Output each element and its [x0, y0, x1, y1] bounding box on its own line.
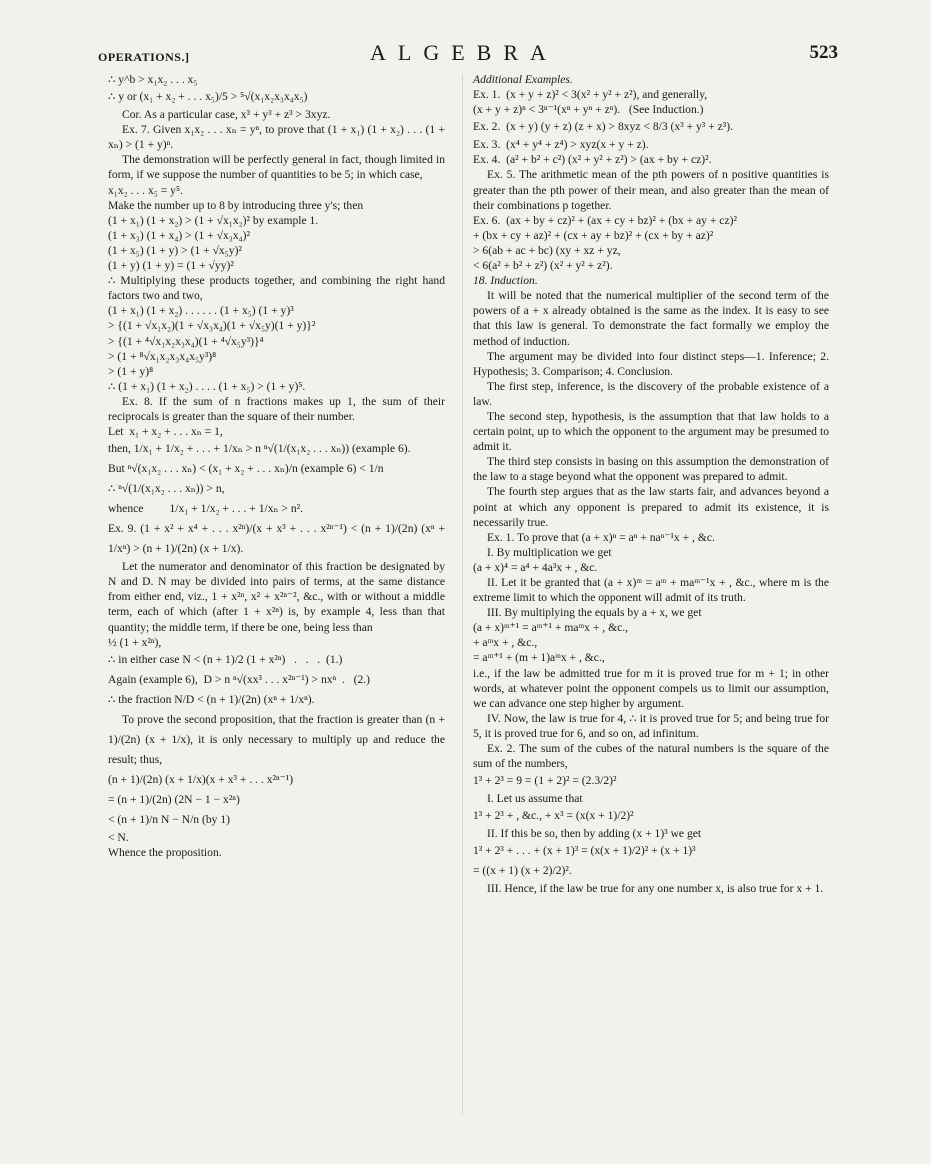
equation: ∴ the fraction N/D < (n + 1)/(2n) (xⁿ + 1/xⁿ). — [108, 692, 315, 706]
equation: ∴ ⁿ√(1/(x₁x₂ . . . xₙ)) > n, — [108, 482, 225, 496]
equation: > (1 + ⁸√x₁x₂x₃x₄x₅y³)⁸ — [108, 349, 217, 363]
equation: whence 1/x₁ + 1/x₂ + . . . + 1/xₙ > n². — [108, 502, 304, 516]
equation: (n + 1)/(2n) (x + 1/x)(x + x³ + . . . x²ⁿ⁻¹) — [108, 772, 294, 786]
equation: > 6(ab + ac + bc) (xy + xz + yz, — [473, 243, 621, 257]
equation: < (n + 1)/n N − N/n (by 1) — [108, 812, 231, 826]
paragraph: IV. Now, the law is true for 4, ∴ it is proved true for 5; and being true for 5, it is proved true for 6, and so on, ad infinitum. — [473, 711, 829, 740]
equation: ∴ y or (x₁ + x₂ + . . . x₅)/5 > ⁵√(x₁x₂x₃x₄x₅) — [108, 90, 308, 104]
paragraph: II. Let it be granted that (a + x)ᵐ = aᵐ + maᵐ⁻¹x + , &c., where m is the extreme limit to which the opponent will admit of its truth. — [473, 576, 829, 605]
equation: But ⁿ√(x₁x₂ . . . xₙ) < (x₁ + x₂ + . . . xₙ)/n (example 6) < 1/n — [108, 462, 384, 476]
paragraph: Ex. 5. The arithmetic mean of the pth powers of n positive quantities is greater than the pth power of their mean, and also greater than the mean of their combinations p together. — [473, 168, 829, 212]
right-column — [473, 72, 829, 897]
paragraph: Ex. 7. Given x₁x₂ . . . xₙ = yⁿ, to prove that (1 + x₁) (1 + x₂) . . . (1 + xₙ) > (1 + y)ⁿ. — [108, 123, 445, 152]
equation: 1³ + 2³ = 9 = (1 + 2)² = (2.3/2)² — [473, 774, 617, 788]
page-header — [98, 40, 838, 70]
equation: (1 + x₅) (1 + y) > (1 + √x₅y)² — [108, 243, 242, 257]
paragraph: Ex. 8. If the sum of n fractions makes up 1, the sum of their reciprocals is greater than the square of their number. — [108, 394, 445, 423]
paragraph: To prove the second proposition, that the fraction is greater than (n + 1)/(2n) (x + 1/x), it is only necessary to multiply up and reduce the result; thus, — [108, 712, 445, 766]
paragraph: Ex. 1. To prove that (a + x)ⁿ = aⁿ + naⁿ⁻¹x + , &c. — [487, 530, 715, 544]
paragraph: II. If this be so, then by adding (x + 1)³ we get — [487, 827, 702, 841]
section-heading: 18. Induction. — [473, 274, 538, 288]
equation: Let x₁ + x₂ + . . . xₙ = 1, — [108, 425, 223, 439]
paragraph: ∴ Multiplying these products together, and combining the right hand factors two and two, — [108, 274, 445, 303]
equation: > (1 + y)⁸ — [108, 364, 154, 378]
equation: = ((x + 1) (x + 2)/2)². — [473, 864, 572, 878]
equation: Ex. 4. (a² + b² + c²) (x² + y² + z²) > (ax + by + cz)². — [473, 153, 712, 167]
paragraph: It will be noted that the numerical multiplier of the second term of the powers of a + x already obtained is the same as the index. It is easy to see that this law is general. To demonstrate the fact formally we employ the method of induction. — [473, 289, 829, 348]
equation: then, 1/x₁ + 1/x₂ + . . . + 1/xₙ > n ⁿ√(1/(x₁x₂ . . . xₙ)) (example 6). — [108, 442, 411, 456]
equation: = aᵐ⁺¹ + (m + 1)aᵐx + , &c., — [473, 651, 605, 665]
paragraph: Ex. 2. The sum of the cubes of the natural numbers is the square of the sum of the numbers, — [473, 742, 829, 771]
equation: Ex. 3. (x⁴ + y⁴ + z⁴) > xyz(x + y + z). — [473, 138, 649, 152]
equation: (a + x)ᵐ⁺¹ = aᵐ⁺¹ + maᵐx + , &c., — [473, 621, 629, 635]
paragraph: The second step, hypothesis, is the assumption that that law holds to a certain point, up to which the opponent to the argument may be presumed to admit it. — [473, 409, 829, 454]
paragraph: Make the number up to 8 by introducing three y's; then — [108, 198, 364, 212]
equation: Ex. 9. (1 + x² + x⁴ + . . . x²ⁿ)/(x + x³ + . . . x²ⁿ⁻¹) < (n + 1)/(2n) (xⁿ + 1/xⁿ) > (n + 1)/(2n) (x + 1/x). — [108, 522, 445, 556]
equation: x₁x₂ . . . x₅ = y⁵. — [108, 183, 183, 197]
page-number: 523 — [809, 42, 838, 63]
column-divider — [462, 74, 463, 1114]
equation: > {(1 + √x₁x₂)(1 + √x₃x₄)(1 + √x₅y)(1 + y)}² — [108, 319, 316, 333]
paragraph: III. Hence, if the law be true for any one number x, is also true for x + 1. — [487, 882, 824, 896]
equation: + aᵐx + , &c., — [473, 636, 538, 650]
equation: ½ (1 + x²ⁿ), — [108, 635, 162, 649]
equation: ∴ (1 + x₁) (1 + x₂) . . . . (1 + x₅) > (1 + y)⁵. — [108, 379, 306, 393]
equation: ∴ y^b > x₁x₂ . . . x₅ — [108, 73, 198, 86]
paragraph: The argument may be divided into four distinct steps—1. Inference; 2. Hypothesis; 3. Comparison; 4. Conclusion. — [473, 349, 829, 378]
paragraph: The third step consists in basing on this assumption the demonstration of the law to a stage beyond what the opponent was prepared to admit. — [473, 455, 829, 484]
equation: (1 + y) (1 + y) = (1 + √yy)² — [108, 259, 234, 273]
equation: (a + x)⁴ = a⁴ + 4a³x + , &c. — [473, 560, 598, 574]
paragraph: III. By multiplying the equals by a + x, we get — [487, 606, 702, 620]
running-head-title: ALGEBRA — [370, 40, 558, 65]
equation: (1 + x₃) (1 + x₄) > (1 + √x₃x₄)² — [108, 228, 250, 242]
subsection-heading: Additional Examples. — [473, 73, 573, 86]
equation: > {(1 + ⁴√x₁x₂x₃x₄)(1 + ⁴√x₅y³)}⁴ — [108, 334, 264, 348]
paragraph: Let the numerator and denominator of this fraction be designated by N and D. N may be divided into pairs of terms, at the same distance from either end, viz., 1 + x²ⁿ, x² + x²ⁿ⁻², &c., with or without a middle term, each of which (after 1 + x²ⁿ) is, by example 4, less than that quantity; the middle term, if there be one, being less than — [108, 560, 445, 634]
running-head-section: OPERATIONS.] — [98, 50, 190, 64]
left-column — [108, 72, 445, 860]
equation: Ex. 2. (x + y) (y + z) (z + x) > 8xyz < 8/3 (x³ + y³ + z³). — [473, 120, 733, 134]
paragraph: The first step, inference, is the discovery of the probable existence of a law. — [473, 379, 829, 408]
paragraph: I. Let us assume that — [487, 792, 583, 806]
equation: + (bx + cy + az)² + (cx + ay + bz)² + (cx + by + az)² — [473, 228, 714, 242]
equation: Ex. 1. (x + y + z)² < 3(x² + y² + z²), and generally, — [473, 88, 708, 102]
equation: < 6(a² + b² + z²) (x² + y² + z²). — [473, 259, 613, 273]
paragraph: i.e., if the law be admitted true for m it is proved true for m + 1; in other words, at whatever point the opponent compels us to limit our assumption, we can advance one step higher by argument. — [473, 666, 829, 710]
paragraph: The fourth step argues that as the law starts fair, and advances beyond a point at which any opponent is prepared to admit its existence, it is necessarily true. — [473, 485, 829, 529]
equation: 1³ + 2³ + . . . + (x + 1)³ = (x(x + 1)/2)² + (x + 1)³ — [473, 844, 696, 858]
equation: < N. — [108, 830, 129, 844]
paragraph: The demonstration will be perfectly general in fact, though limited in form, if we suppose the number of quantities to be 5; in which case, — [108, 153, 445, 182]
equation: ∴ in either case N < (n + 1)/2 (1 + x²ⁿ) . . . (1.) — [108, 652, 343, 666]
equation: (1 + x₁) (1 + x₂) . . . . . . (1 + x₅) (1 + y)³ — [108, 304, 294, 318]
equation: Ex. 6. (ax + by + cz)² + (ax + cy + bz)² + (bx + ay + cz)² — [473, 213, 737, 227]
paragraph: Cor. As a particular case, x³ + y³ + z³ > 3xyz. — [122, 108, 331, 122]
paragraph: I. By multiplication we get — [487, 545, 612, 559]
equation: (x + y + z)ⁿ < 3ⁿ⁻¹(xⁿ + yⁿ + zⁿ). (See Induction.) — [473, 103, 704, 117]
equation: 1³ + 2³ + , &c., + x³ = (x(x + 1)/2)² — [473, 809, 634, 823]
equation: (1 + x₁) (1 + x₂) > (1 + √x₁x₂)² by example 1. — [108, 213, 319, 227]
equation: = (n + 1)/(2n) (2N − 1 − x²ⁿ) — [108, 792, 240, 806]
equation: Again (example 6), D > n ⁿ√(xx³ . . . x²ⁿ⁻¹) > nxⁿ . (2.) — [108, 672, 371, 686]
paragraph: Whence the proposition. — [108, 845, 222, 859]
